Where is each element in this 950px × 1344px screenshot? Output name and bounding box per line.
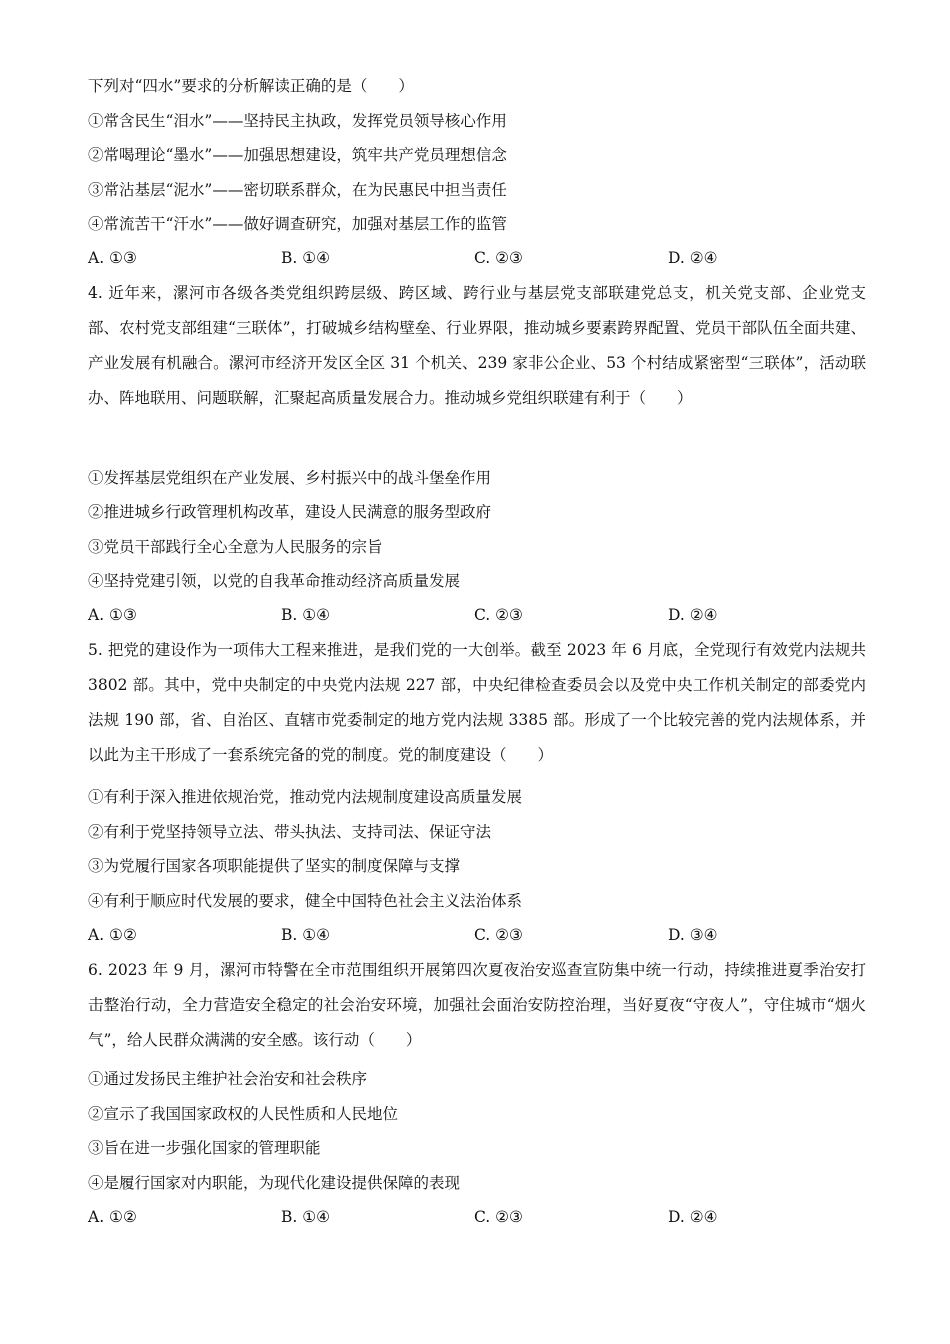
- q4-option-d[interactable]: D. ②④: [668, 606, 718, 624]
- q4-option-c[interactable]: C. ②③: [474, 606, 523, 624]
- q3-options: [88, 248, 868, 268]
- q4-option-a[interactable]: A. ①③: [88, 606, 137, 624]
- q5-statement-1: ①有利于深入推进依规治党，推动党内法规制度建设高质量发展: [88, 788, 523, 806]
- q4-options: [88, 605, 868, 625]
- q6-statement-2: ②宣示了我国国家政权的人民性质和人民地位: [88, 1105, 399, 1123]
- q5-stem: 5. 把党的建设作为一项伟大工程来推进，是我们党的一大创举。截至 2023 年 6 月底，全党现行有效党内法规共 3802 部。其中，党中央制定的中央党内法规 227 部，中央纪律检查委员会以及党中央工作机关制定的部委党内法规 190 部，省、自治区、直辖市党委制定的地方党内法规 3385 部。形成了一个比较完善的党内法规体系，并以此为主干形成了一套系统完备的党的制度。党的制度建设（ ）: [88, 641, 866, 764]
- q4-option-b[interactable]: B. ①④: [281, 606, 331, 624]
- q6-option-b[interactable]: B. ①④: [281, 1208, 331, 1226]
- q5-option-d[interactable]: D. ③④: [668, 926, 718, 944]
- q4-stem: 4. 近年来，漯河市各级各类党组织跨层级、跨区域、跨行业与基层党支部联建党总支，机关党支部、企业党支部、农村党支部组建“三联体”，打破城乡结构壁垒、行业界限，推动城乡要素跨界配置、党员干部队伍全面共建、产业发展有机融合。漯河市经济开发区全区 31 个机关、239 家非公企业、53 个村结成紧密型“三联体”，活动联办、阵地联用、问题联解，汇聚起高质量发展合力。推动城乡党组织联建有利于（ ）: [88, 284, 866, 407]
- q6-stem: 6. 2023 年 9 月，漯河市特警在全市范围组织开展第四次夏夜治安巡查宣防集中统一行动，持续推进夏季治安打击整治行动，全力营造安全稳定的社会治安环境，加强社会面治安防控治理，当好夏夜“守夜人”，守住城市“烟火气”，给人民群众满满的安全感。该行动（ ）: [88, 961, 866, 1049]
- q5-option-b[interactable]: B. ①④: [281, 926, 331, 944]
- q5-statement-3: ③为党履行国家各项职能提供了坚实的制度保障与支撑: [88, 857, 461, 875]
- q4-statement-2: ②推进城乡行政管理机构改革，建设人民满意的服务型政府: [88, 503, 492, 521]
- q5-statement-2: ②有利于党坚持领导立法、带头执法、支持司法、保证守法: [88, 823, 492, 841]
- q6-statement-4: ④是履行国家对内职能，为现代化建设提供保障的表现: [88, 1174, 461, 1192]
- q6-statement-3: ③旨在进一步强化国家的管理职能: [88, 1139, 321, 1157]
- q3-statement-2: ②常喝理论“墨水”——加强思想建设，筑牢共产党员理想信念: [88, 146, 507, 164]
- q5-statement-4: ④有利于顺应时代发展的要求，健全中国特色社会主义法治体系: [88, 892, 523, 910]
- q4-statement-1: ①发挥基层党组织在产业发展、乡村振兴中的战斗堡垒作用: [88, 469, 492, 487]
- q3-stem-tail: 下列对“四水”要求的分析解读正确的是（ ）: [88, 77, 414, 95]
- q6-statement-1: ①通过发扬民主维护社会治安和社会秩序: [88, 1070, 368, 1088]
- q5-option-a[interactable]: A. ①②: [88, 926, 137, 944]
- q3-option-a[interactable]: A. ①③: [88, 249, 137, 267]
- q4-statement-3: ③党员干部践行全心全意为人民服务的宗旨: [88, 538, 383, 556]
- q5-option-c[interactable]: C. ②③: [474, 926, 523, 944]
- q6-option-c[interactable]: C. ②③: [474, 1208, 523, 1226]
- q3-option-d[interactable]: D. ②④: [668, 249, 718, 267]
- q3-option-b[interactable]: B. ①④: [281, 249, 331, 267]
- q3-statement-4: ④常流苦干“汗水”——做好调查研究，加强对基层工作的监管: [88, 215, 507, 233]
- q6-options: [88, 1207, 868, 1227]
- q3-statement-3: ③常沾基层“泥水”——密切联系群众，在为民惠民中担当责任: [88, 181, 507, 199]
- q6-option-d[interactable]: D. ②④: [668, 1208, 718, 1226]
- q4-statement-4: ④坚持党建引领，以党的自我革命推动经济高质量发展: [88, 572, 461, 590]
- q3-option-c[interactable]: C. ②③: [474, 249, 523, 267]
- q6-option-a[interactable]: A. ①②: [88, 1208, 137, 1226]
- q3-statement-1: ①常含民生“泪水”——坚持民主执政，发挥党员领导核心作用: [88, 112, 507, 130]
- q5-options: [88, 925, 868, 945]
